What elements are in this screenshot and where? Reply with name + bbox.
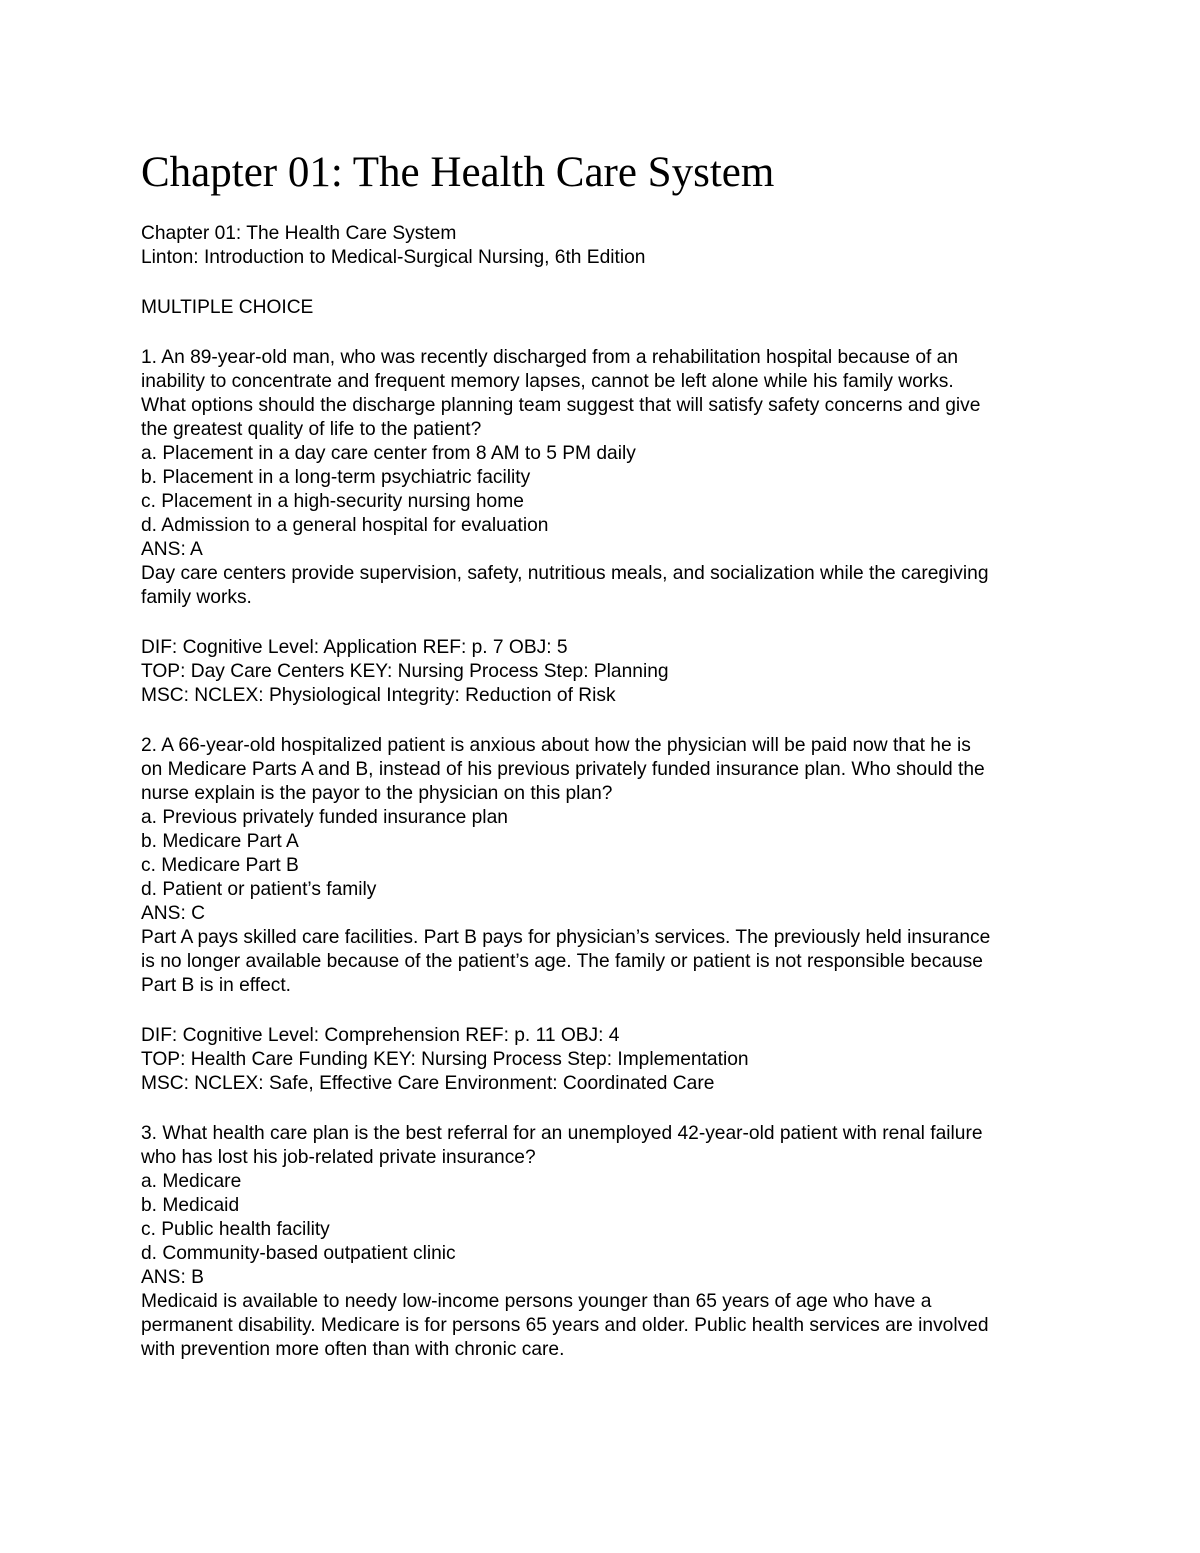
rationale-line: Part A pays skilled care facilities. Part B pays for physician’s services. The previously held insurance bbox=[141, 927, 991, 948]
question-3 bbox=[141, 1122, 1081, 1362]
spacer bbox=[141, 320, 1081, 346]
spacer bbox=[141, 1096, 1081, 1122]
spacer bbox=[141, 708, 1081, 734]
meta-topic: TOP: Day Care Centers KEY: Nursing Process Step: Planning bbox=[141, 661, 669, 682]
rationale-line: Part B is in effect. bbox=[141, 975, 292, 996]
rationale-line: with prevention more often than with chronic care. bbox=[141, 1339, 565, 1360]
meta-difficulty: DIF: Cognitive Level: Application REF: p. 7 OBJ: 5 bbox=[141, 637, 568, 658]
answer-option-c: c. Public health facility bbox=[141, 1219, 330, 1240]
answer-option-d: d. Patient or patient’s family bbox=[141, 879, 377, 900]
question-2 bbox=[141, 734, 1081, 1096]
answer-option-c: c. Medicare Part B bbox=[141, 855, 299, 876]
rationale-line: is no longer available because of the patient’s age. The family or patient is not responsible because bbox=[141, 951, 983, 972]
rationale-line: permanent disability. Medicare is for persons 65 years and older. Public health services are involved bbox=[141, 1315, 989, 1336]
answer-option-d: d. Admission to a general hospital for evaluation bbox=[141, 515, 549, 536]
answer-option-b: b. Medicare Part A bbox=[141, 831, 299, 852]
section-heading: MULTIPLE CHOICE bbox=[141, 297, 314, 318]
answer-option-d: d. Community-based outpatient clinic bbox=[141, 1243, 456, 1264]
answer-option-a: a. Previous privately funded insurance plan bbox=[141, 807, 508, 828]
answer-key: ANS: C bbox=[141, 903, 205, 924]
question-stem-line: nurse explain is the payor to the physician on this plan? bbox=[141, 783, 613, 804]
rationale-line: family works. bbox=[141, 587, 252, 608]
header-chapter-line: Chapter 01: The Health Care System bbox=[141, 223, 457, 244]
answer-option-b: b. Medicaid bbox=[141, 1195, 240, 1216]
question-stem-line: 2. A 66-year-old hospitalized patient is anxious about how the physician will be paid now that he is bbox=[141, 735, 971, 756]
question-stem-line: who has lost his job-related private insurance? bbox=[141, 1147, 536, 1168]
question-1 bbox=[141, 346, 1081, 708]
meta-topic: TOP: Health Care Funding KEY: Nursing Process Step: Implementation bbox=[141, 1049, 749, 1070]
document-body bbox=[141, 222, 1081, 1362]
document-page bbox=[141, 148, 1081, 1362]
rationale-line: Medicaid is available to needy low-income persons younger than 65 years of age who have a bbox=[141, 1291, 932, 1312]
spacer bbox=[141, 270, 1081, 296]
question-stem-line: 1. An 89-year-old man, who was recently discharged from a rehabilitation hospital because of an bbox=[141, 347, 958, 368]
answer-option-c: c. Placement in a high-security nursing home bbox=[141, 491, 524, 512]
spacer bbox=[141, 998, 1081, 1024]
header-block bbox=[141, 222, 1081, 270]
meta-difficulty: DIF: Cognitive Level: Comprehension REF: p. 11 OBJ: 4 bbox=[141, 1025, 620, 1046]
question-stem-line: on Medicare Parts A and B, instead of his previous privately funded insurance plan. Who should the bbox=[141, 759, 985, 780]
answer-key: ANS: B bbox=[141, 1267, 204, 1288]
question-stem-line: 3. What health care plan is the best referral for an unemployed 42-year-old patient with renal failure bbox=[141, 1123, 983, 1144]
question-stem-line: inability to concentrate and frequent memory lapses, cannot be left alone while his family works. bbox=[141, 371, 954, 392]
document-title: Chapter 01: The Health Care System bbox=[141, 149, 775, 196]
meta-msc: MSC: NCLEX: Safe, Effective Care Environment: Coordinated Care bbox=[141, 1073, 715, 1094]
answer-option-b: b. Placement in a long-term psychiatric facility bbox=[141, 467, 531, 488]
spacer bbox=[141, 610, 1081, 636]
answer-key: ANS: A bbox=[141, 539, 203, 560]
meta-msc: MSC: NCLEX: Physiological Integrity: Reduction of Risk bbox=[141, 685, 616, 706]
rationale-line: Day care centers provide supervision, safety, nutritious meals, and socialization while the caregiving bbox=[141, 563, 989, 584]
answer-option-a: a. Medicare bbox=[141, 1171, 242, 1192]
question-stem-line: What options should the discharge planning team suggest that will satisfy safety concerns and give bbox=[141, 395, 981, 416]
answer-option-a: a. Placement in a day care center from 8 AM to 5 PM daily bbox=[141, 443, 636, 464]
header-book-line: Linton: Introduction to Medical-Surgical Nursing, 6th Edition bbox=[141, 247, 646, 268]
question-stem-line: the greatest quality of life to the patient? bbox=[141, 419, 482, 440]
